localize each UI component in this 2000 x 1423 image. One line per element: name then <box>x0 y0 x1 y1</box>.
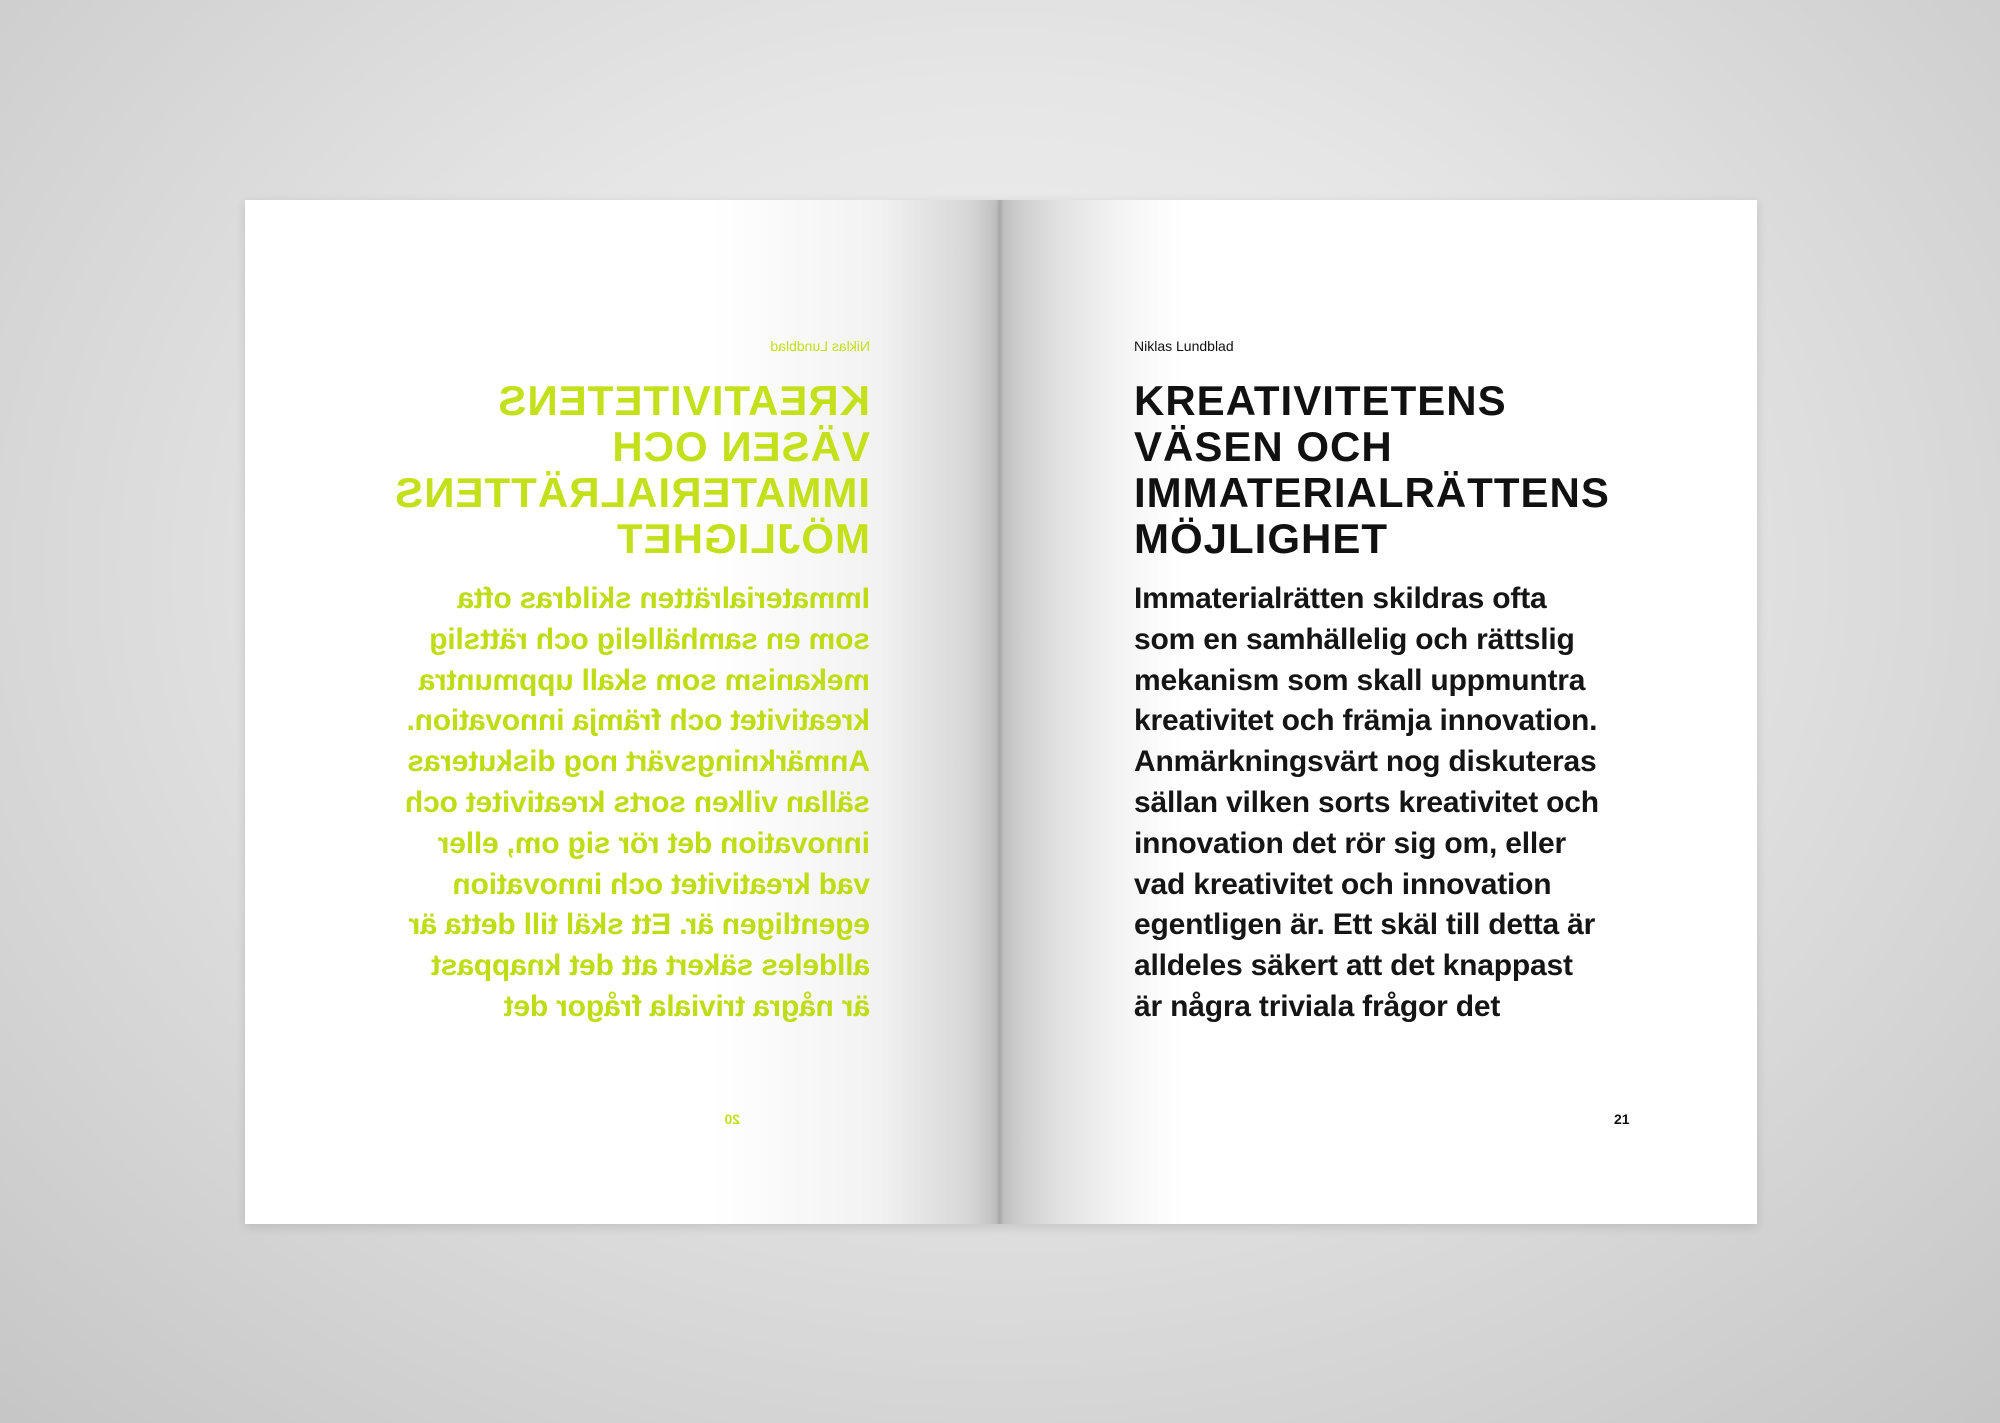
left-body-text <box>405 579 870 1028</box>
right-body-line: Anmärkningsvärt nog diskuteras <box>1134 745 1597 779</box>
book-gutter <box>997 200 1003 1224</box>
right-body-line: egentligen är. Ett skäl till detta är <box>1134 908 1596 942</box>
left-title-line: KREATIVITETENS <box>497 377 870 424</box>
right-body-line: kreativitet och främja innovation. <box>1134 704 1598 738</box>
left-body-line: vad kreativitet och innovation <box>452 867 870 901</box>
left-title-line: IMMATERIALRÄTTENS <box>394 469 870 516</box>
left-body-line: alldeles säkert att det knappast <box>431 949 870 983</box>
right-title-line: IMMATERIALRÄTTENS <box>1134 469 1610 516</box>
left-page <box>245 200 1000 1224</box>
left-title-line: MÖJLIGHET <box>615 515 870 562</box>
right-body-line: Immaterialrätten skildras ofta <box>1134 582 1547 615</box>
right-title-line: KREATIVITETENS <box>1134 377 1507 424</box>
right-body-line: som en samhällelig och rättslig <box>1134 622 1575 656</box>
left-page-number: 20 <box>724 1111 740 1127</box>
right-page-number: 21 <box>1614 1111 1630 1127</box>
right-body-line: sällan vilken sorts kreativitet och <box>1134 785 1599 819</box>
left-body-line: är några triviala frågor det <box>503 989 870 1023</box>
right-body-line: innovation det rör sig om, eller <box>1134 826 1566 860</box>
right-author: Niklas Lundblad <box>1134 338 1234 354</box>
left-title <box>394 378 870 562</box>
left-body-line: Anmärkningsvärt nog diskuteras <box>407 745 870 779</box>
right-body-text <box>1134 579 1599 1028</box>
right-body-line: mekanism som skall uppmuntra <box>1134 663 1586 697</box>
right-title-line: VÄSEN OCH <box>1134 423 1393 470</box>
book-spread <box>245 200 1757 1224</box>
left-body-line: innovation det rör sig om, eller <box>438 826 870 860</box>
right-title-line: MÖJLIGHET <box>1134 515 1389 562</box>
left-body-line: Immaterialrätten skildras ofta <box>457 582 870 615</box>
right-page <box>1000 200 1757 1224</box>
left-body-line: egentligen är. Ett skäl till detta är <box>408 908 870 942</box>
right-title <box>1134 378 1610 562</box>
right-body-line: är några triviala frågor det <box>1134 989 1501 1023</box>
left-body-line: kreativitet och främja innovation. <box>406 704 870 738</box>
mirrored-text-layer <box>245 200 1000 1224</box>
left-body-line: som en samhällelig och rättslig <box>429 622 870 656</box>
right-body-line: alldeles säkert att det knappast <box>1134 949 1573 983</box>
left-body-line: mekanism som skall uppmuntra <box>418 663 870 697</box>
right-body-line: vad kreativitet och innovation <box>1134 867 1552 901</box>
left-author: Niklas Lundblad <box>770 338 870 354</box>
left-body-line: sällan vilken sorts kreativitet och <box>405 785 870 819</box>
left-title-line: VÄSEN OCH <box>611 423 870 470</box>
